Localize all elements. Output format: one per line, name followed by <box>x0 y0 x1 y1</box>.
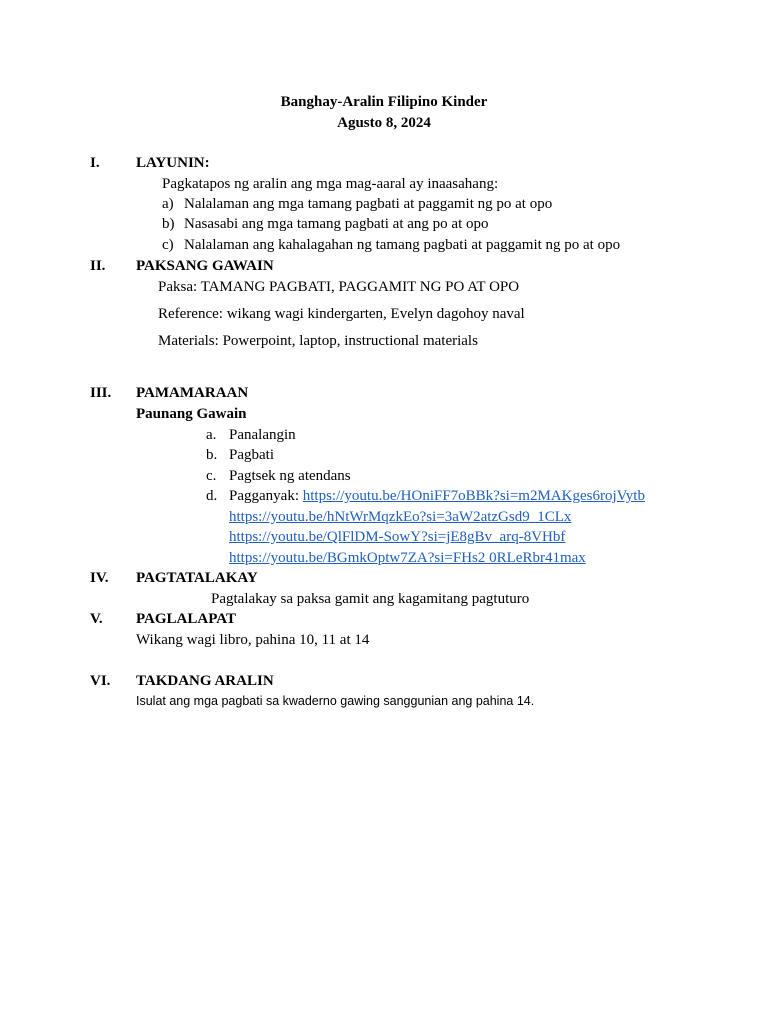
document-date: Agusto 8, 2024 <box>337 115 431 131</box>
video-link-3[interactable]: https://youtu.be/QlFlDM-SowY?si=jE8gBv_arq-8VHbf <box>229 529 566 545</box>
takdang-aralin-text: Isulat ang mga pagbati sa kwaderno gawing sanggunian ang pahina 14. <box>136 694 535 708</box>
pagtatalakay-text: Pagtalakay sa paksa gamit ang kagamitang pagtuturo <box>211 591 530 607</box>
video-link-2[interactable]: https://youtu.be/hNtWrMqzkEo?si=3aW2atzGsd9_1CLx <box>229 509 572 525</box>
list-item-pagganyak <box>229 486 645 506</box>
paglalapat-text: Wikang wagi libro, pahina 10, 11 at 14 <box>136 632 370 648</box>
list-item: Nalalaman ang kahalagahan ng tamang pagbati at paggamit ng po at opo <box>184 237 621 253</box>
section-numeral-2: II. <box>90 258 106 274</box>
section-numeral-1: I. <box>90 155 100 171</box>
section-heading-pamamaraan: PAMAMARAAN <box>136 385 249 401</box>
section-heading-layunin: LAYUNIN: <box>136 155 210 171</box>
list-marker: b) <box>162 216 175 232</box>
layunin-intro: Pagkatapos ng aralin ang mga mag-aaral ay inaasahang: <box>162 176 499 192</box>
materials-line: Materials: Powerpoint, laptop, instructional materials <box>158 333 478 349</box>
subheading-paunang-gawain: Paunang Gawain <box>136 406 247 422</box>
list-item: Pagtsek ng atendans <box>229 468 351 484</box>
list-item: Panalangin <box>229 427 296 443</box>
list-marker: a. <box>206 427 217 443</box>
video-link-4[interactable]: https://youtu.be/BGmkOptw7ZA?si=FHs2 0RLeRbr41max <box>229 550 586 566</box>
section-numeral-3: III. <box>90 385 112 401</box>
list-item: Nalalaman ang mga tamang pagbati at paggamit ng po at opo <box>184 196 553 212</box>
list-marker: d. <box>206 488 218 504</box>
list-marker: c. <box>206 468 217 484</box>
video-link-1[interactable]: https://youtu.be/HOniFF7oBBk?si=m2MAKges6rojVytb <box>302 488 645 504</box>
pagganyak-label: Pagganyak: <box>229 488 303 504</box>
reference-line: Reference: wikang wagi kindergarten, Evelyn dagohoy naval <box>158 306 525 322</box>
list-item: Nasasabi ang mga tamang pagbati at ang po at opo <box>184 216 489 232</box>
document-title: Banghay-Aralin Filipino Kinder <box>280 94 488 110</box>
section-heading-paglalapat: PAGLALAPAT <box>136 611 236 627</box>
list-marker: c) <box>162 237 174 253</box>
list-item: Pagbati <box>229 447 274 463</box>
section-heading-takdang-aralin: TAKDANG ARALIN <box>136 673 274 689</box>
section-heading-paksang-gawain: PAKSANG GAWAIN <box>136 258 274 274</box>
section-numeral-6: VI. <box>90 673 111 689</box>
section-numeral-4: IV. <box>90 570 109 586</box>
section-heading-pagtatalakay: PAGTATALAKAY <box>136 570 258 586</box>
section-numeral-5: V. <box>90 611 103 627</box>
list-marker: a) <box>162 196 174 212</box>
list-marker: b. <box>206 447 218 463</box>
paksa-line: Paksa: TAMANG PAGBATI, PAGGAMIT NG PO AT OPO <box>158 279 520 295</box>
